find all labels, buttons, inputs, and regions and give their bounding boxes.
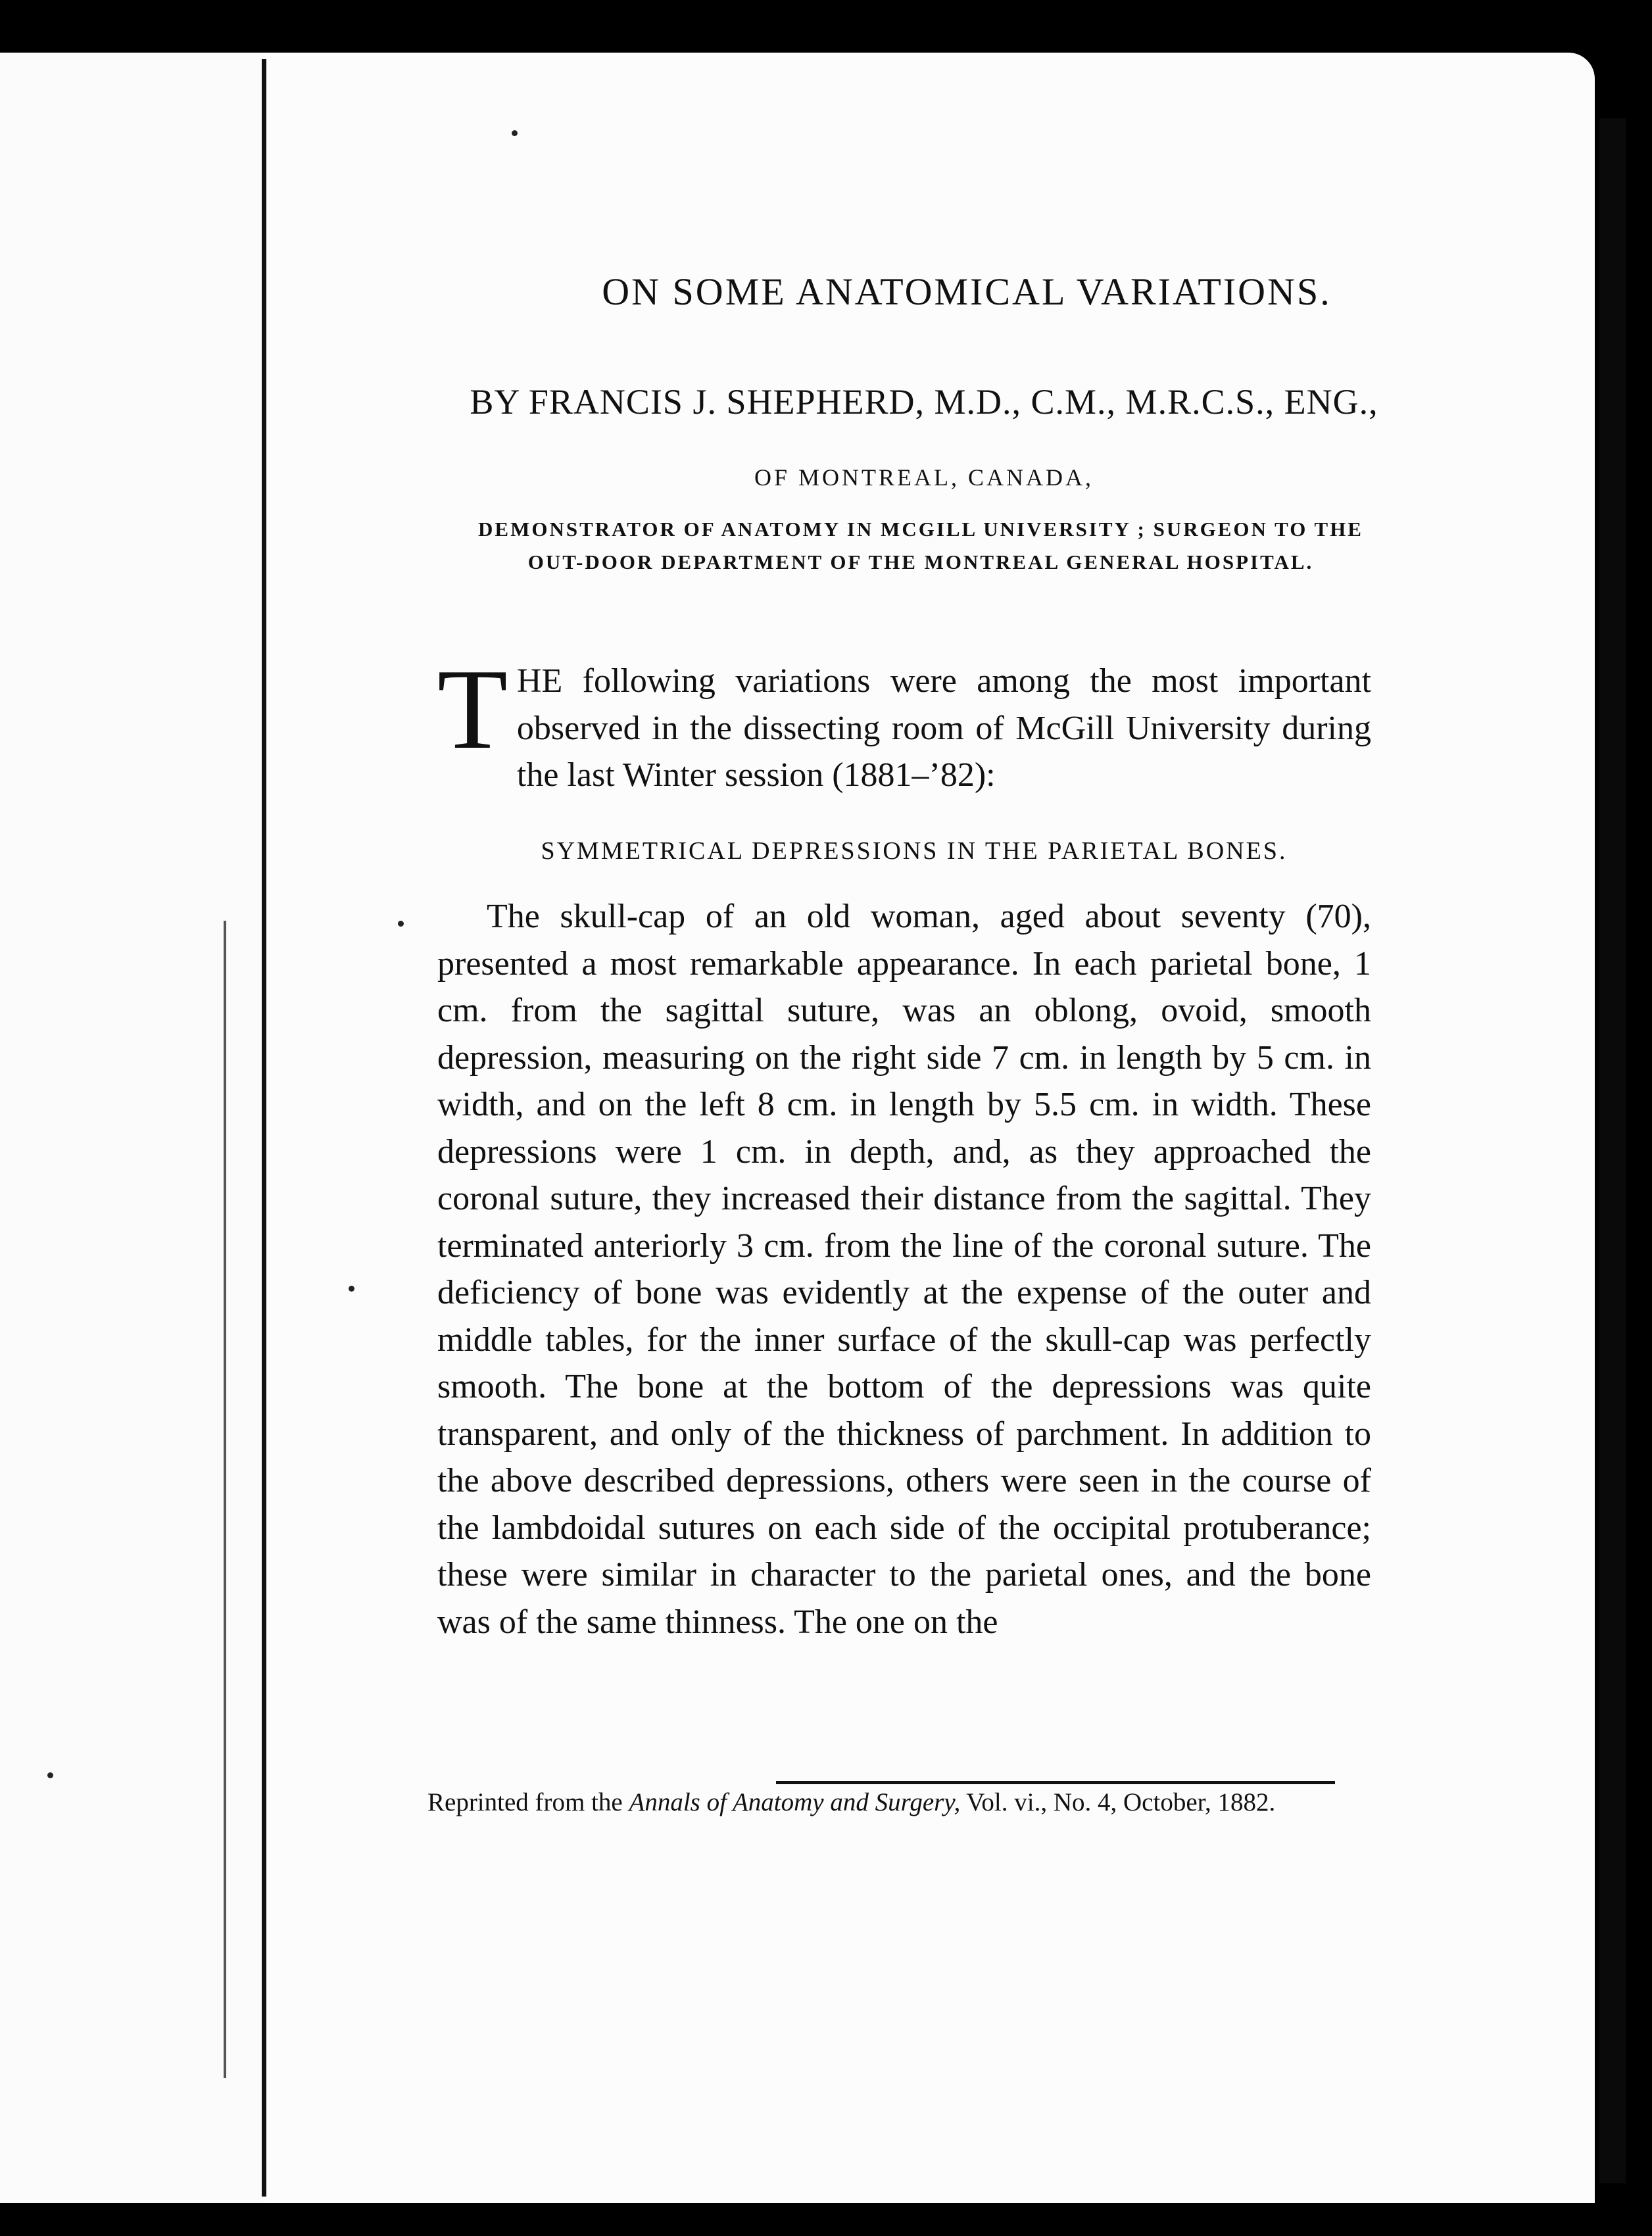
footnote-rule [776,1781,1335,1784]
gutter-line [262,59,266,2197]
drop-cap: T [437,645,508,773]
intro-paragraph [437,645,1371,799]
body-paragraph: The skull-cap of an old woman, aged about seventy (70), presented a most remarkable appearance. In each parietal bone, 1 cm. from the sagittal suture, was an oblong, ovoid, smooth depression, measuring on the right side 7 cm. in length by 5 cm. in width, and on the left 8 cm. in length by 5.5 cm. in width. These depressions were 1 cm. in depth, and, as they approached the coronal suture, they increased their distance from the sagittal. They terminated anteriorly 3 cm. from the line of the coronal suture. The deficiency of bone was evidently at the expense of the outer and middle tables, for the inner surface of the skull-cap was perfectly smooth. The bone at the bottom of the depressions was quite transparent, and only of the thickness of parchment. In addition to the above described depressions, others were seen in the course of the lambdoidal sutures on each side of the occipital protuberance; these were similar in character to the parietal ones, and the bone was of the same thinness. The one on the [437,898,1371,1641]
scan-speck [512,130,518,136]
affiliation-line: OUT-DOOR DEPARTMENT OF THE MONTREAL GENERAL HOSPITAL. [527,550,1314,573]
author-location: OF MONTREAL, CANADA, [754,464,1094,491]
intro-text: HE following variations were among the most important observed in the dissecting room of McGill University during the last Winter session (1881–’82): [516,662,1371,794]
footnote-suffix: Vol. vi., No. 4, October, 1882. [960,1788,1276,1816]
footnote [427,1789,1342,1816]
affiliation-line: DEMONSTRATOR OF ANATOMY IN MCGILL UNIVERSITY ; SURGEON TO THE [478,518,1363,541]
page-edge-shadow [1599,118,1626,2183]
scan-speck [349,1286,354,1292]
article-title: ON SOME ANATOMICAL VARIATIONS. [602,270,1332,313]
author-affiliation [460,513,1381,579]
scan-speck [398,921,404,927]
footnote-journal: Annals of Anatomy and Surgery, [629,1788,961,1816]
gutter-crease [224,921,226,2078]
author-line: BY FRANCIS J. SHEPHERD, M.D., C.M., M.R.C.S., ENG., [470,382,1378,422]
scan-speck [47,1772,53,1778]
section-heading: SYMMETRICAL DEPRESSIONS IN THE PARIETAL BONES. [541,837,1288,865]
footnote-prefix: Reprinted from the [427,1788,629,1816]
